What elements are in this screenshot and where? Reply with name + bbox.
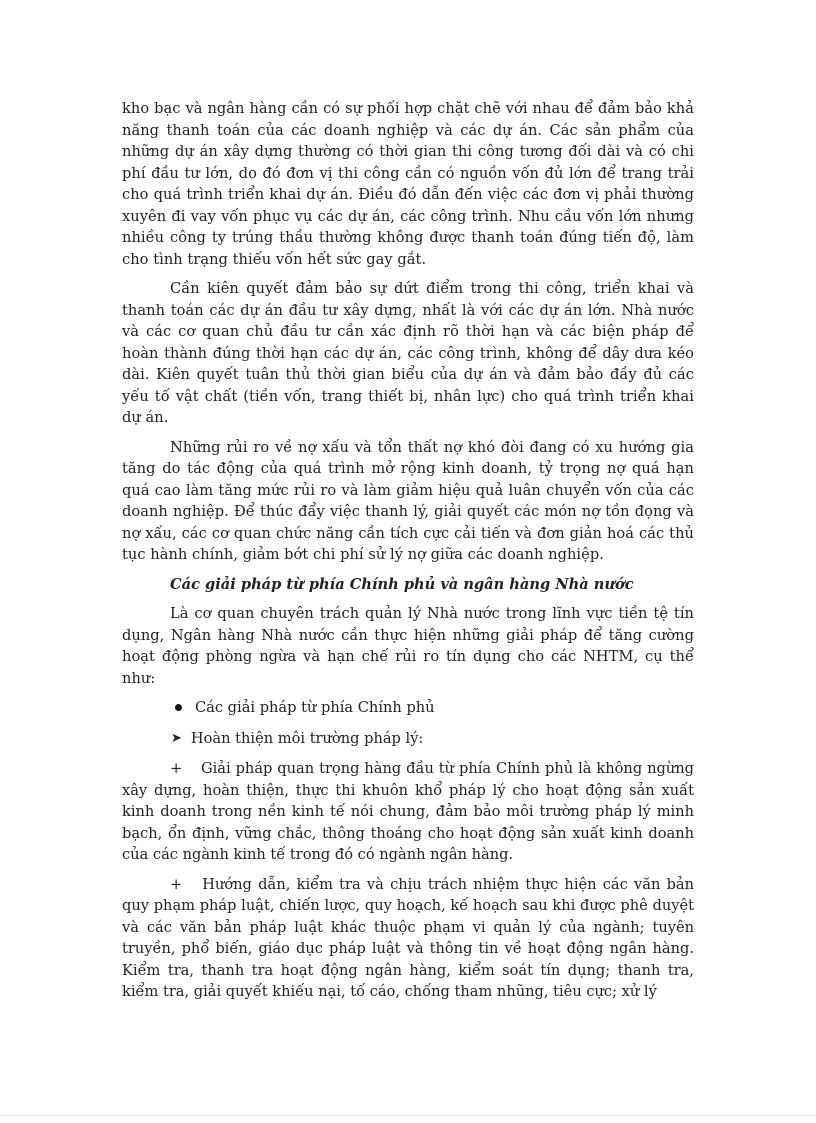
paragraph-project-completion: Cần kiên quyết đảm bảo sự dứt điểm trong thi công, triển khai và thanh toán các dự án đầu tư xây dựng, nhất là với các dự án lớn. Nhà nước và các cơ quan chủ đầu tư cần xác định rõ thời hạn và các biện pháp để hoàn thành đúng thời hạn các dự án, các công trình, không để dây dưa kéo dài. Kiên quyết tuân thủ thời gian biểu của dự án và đảm bảo đầy đủ các yếu tố vật chất (tiền vốn, trang thiết bị, nhân lực) cho quá trình triển khai dự án. <box>122 280 694 426</box>
section-heading: Các giải pháp từ phía Chính phủ và ngân hàng Nhà nước <box>170 575 634 593</box>
sub-bullet-text: Hoàn thiện môi trường pháp lý: <box>190 729 424 747</box>
sub-bullet-item <box>122 728 694 750</box>
page-bottom-divider <box>0 1115 816 1116</box>
plus-item-guidance <box>122 874 694 1003</box>
bullet-item <box>122 697 694 719</box>
bullet-dot-icon <box>175 704 182 711</box>
arrow-bullet-icon: ➤ <box>171 730 182 746</box>
plus-item-text: Giải pháp quan trọng hàng đầu từ phía Chính phủ là không ngừng xây dựng, hoàn thiện, thực thi khuôn khổ pháp lý cho hoạt động sản xuất kinh doanh trong nền kinh tế nói chung, đảm bảo môi trường pháp lý minh bạch, ổn định, vững chắc, thông thoáng cho hoạt động sản xuất kinh doanh của các ngành kinh tế trong đó có ngành ngân hàng. <box>122 760 694 863</box>
bullet-text: Các giải pháp từ phía Chính phủ <box>195 699 435 716</box>
plus-mark: + <box>170 760 183 777</box>
plus-mark: + <box>170 875 183 893</box>
paragraph-bad-debt: Những rủi ro về nợ xấu và tổn thất nợ khó đòi đang có xu hướng gia tăng do tác động của quá trình mở rộng kinh doanh, tỷ trọng nợ quá hạn quá cao làm tăng mức rủi ro và làm giảm hiệu quả luân chuyển vốn của các doanh nghiệp. Để thúc đẩy việc thanh lý, giải quyết các món nợ tồn đọng và nợ xấu, các cơ quan chức năng cần tích cực cải tiến và đơn giản hoá các thủ tục hành chính, giảm bớt chi phí sử lý nợ giữa các doanh nghiệp. <box>122 438 694 563</box>
paragraph-banking-coordination: kho bạc và ngân hàng cần có sự phối hợp chặt chẽ với nhau để đảm bảo khả năng thanh toán của các doanh nghiệp và các dự án. Các sản phẩm của những dự án xây dựng thường có thời gian thi công tương đối dài và có chi phí đầu tư lớn, do đó đơn vị thi công cần có nguồn vốn đủ lớn để trang trải cho quá trình triển khai dự án. Điều đó dẫn đến việc các đơn vị phải thường xuyên đi vay vốn phục vụ các dự án, các công trình. Nhu cầu vốn lớn nhưng nhiều công ty trúng thầu thường không được thanh toán đúng tiến độ, làm cho tình trạng thiếu vốn hết sức gay gắt. <box>122 100 694 268</box>
plus-item-legal-framework <box>122 758 694 866</box>
plus-item-text: Hướng dẫn, kiểm tra và chịu trách nhiệm thực hiện các văn bản quy phạm pháp luật, chiến lược, quy hoạch, kế hoạch sau khi được phê duyệt và các văn bản pháp luật khác thuộc phạm vi quản lý của ngành; tuyên truyền, phổ biến, giáo dục pháp luật và thông tin về hoạt động ngân hàng. Kiểm tra, thanh tra hoạt động ngân hàng, kiểm soát tín dụng; thanh tra, kiểm tra, giải quyết khiếu nại, tố cáo, chống tham nhũng, tiêu cực; xử lý <box>122 875 695 1000</box>
paragraph-intro: Là cơ quan chuyên trách quản lý Nhà nước trong lĩnh vực tiền tệ tín dụng, Ngân hàng Nhà nước cần thực hiện những giải pháp để tăng cường hoạt động phòng ngừa và hạn chế rủi ro tín dụng cho các NHTM, cụ thể như: <box>122 605 694 687</box>
document-page <box>122 98 694 1011</box>
